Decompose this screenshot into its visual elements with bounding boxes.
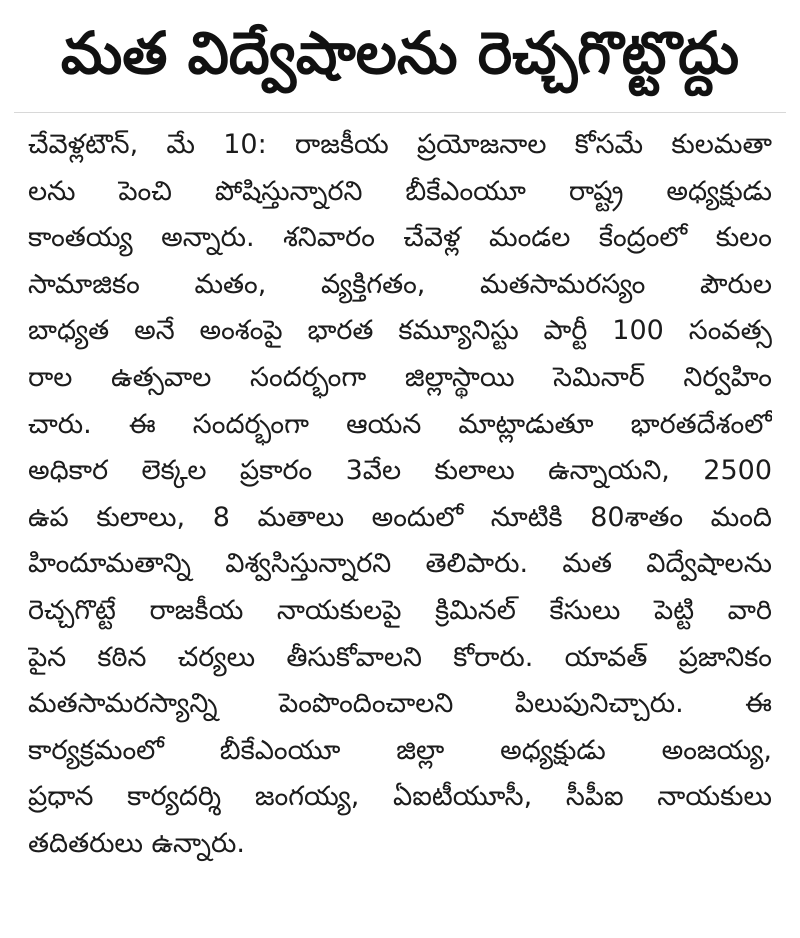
article-line: రాల ఉత్సవాల సందర్భంగా జిల్లాస్థాయి సెమినార్ నిర్వహిం <box>28 361 772 393</box>
headline: మత విద్వేషాలను రెచ్చగొట్టొద్దు <box>60 18 740 87</box>
article-line: బాధ్యత అనే అంశంపై భారత కమ్యూనిస్టు పార్టీ 100 సంవత్స <box>28 315 772 347</box>
article-line: రెచ్చగొట్టే రాజకీయ నాయకులపై క్రిమినల్ కేసులు పెట్టి వారి <box>28 594 772 626</box>
article-line: తదితరులు ఉన్నారు. <box>28 827 245 859</box>
article-line: చారు. ఈ సందర్భంగా ఆయన మాట్లాడుతూ భారతదేశంలో <box>28 408 772 440</box>
article-line: ప్రధాన కార్యదర్శి జంగయ్య, ఏఐటీయూసీ, సీపీఐ నాయకులు <box>28 781 772 813</box>
article-line: కార్యక్రమంలో బీకేఎంయూ జిల్లా అధ్యక్షుడు అంజయ్య, <box>28 734 772 766</box>
article-line: హిందూమతాన్ని విశ్వసిస్తున్నారని తెలిపారు. మత విద్వేషాలను <box>28 548 772 580</box>
article-line: సామాజికం మతం, వ్యక్తిగతం, మతసామరస్యం పౌరుల <box>28 268 772 300</box>
headline-divider <box>14 112 786 113</box>
article-line: చేవెళ్లటౌన్, మే 10: రాజకీయ ప్రయోజనాల కోసమే కులమతా <box>28 129 772 160</box>
article-line: అధికార లెక్కల ప్రకారం 3వేల కులాలు ఉన్నాయని, 2500 <box>28 455 772 487</box>
article-line: లను పెంచి పోషిస్తున్నారని బీకేఎంయూ రాష్ట్ర అధ్యక్షుడు <box>28 175 772 207</box>
article-line: మతసామరస్యాన్ని పెంపొందించాలని పిలుపునిచ్చారు. ఈ <box>28 688 772 720</box>
article-line: ఉప కులాలు, 8 మతాలు అందులో నూటికి 80శాతం మంది <box>28 501 772 533</box>
article-line: పైన కఠిన చర్యలు తీసుకోవాలని కోరారు. యావత్ ప్రజానికం <box>28 641 772 673</box>
article-line: కాంతయ్య అన్నారు. శనివారం చేవెళ్ల మండల కేంద్రంలో కులం <box>28 222 772 254</box>
article-body <box>28 122 772 868</box>
